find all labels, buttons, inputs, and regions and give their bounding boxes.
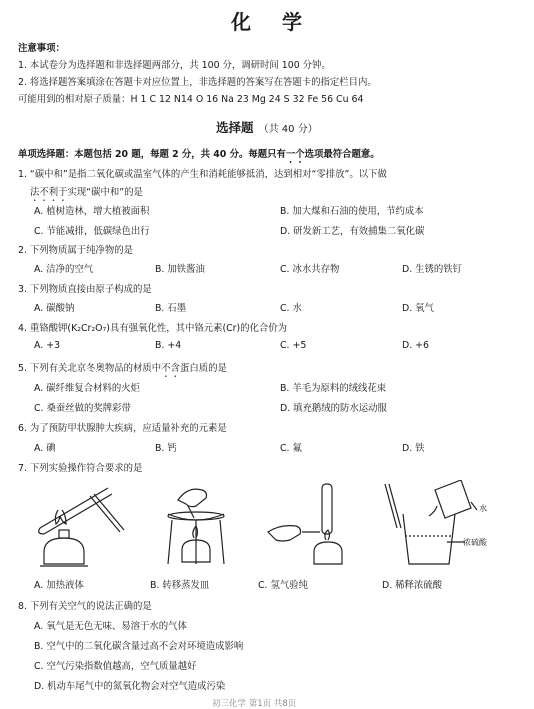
q7-option-b: B. 转移蒸发皿	[150, 580, 210, 591]
instruction-part-a: 单项选择题：本题包括 20 题，每题 2 分，共 40 分。每题只有	[18, 149, 286, 160]
q2-option-a: A. 洁净的空气	[34, 264, 94, 275]
q2-option-b: B. 加铁酱油	[155, 264, 205, 275]
q1-emphasis: 法不利于	[30, 187, 68, 198]
q4-option-a: A. +3	[34, 340, 61, 351]
q6-option-d: D. 铁	[402, 443, 425, 454]
q1-option-a: A. 植树造林，增大植被面积	[34, 206, 150, 217]
q3-option-d: D. 氧气	[402, 303, 434, 314]
q7-option-c: C. 氢气验纯	[258, 580, 309, 591]
q6-option-a: A. 碘	[34, 443, 56, 454]
q4-option-d: D. +6	[402, 340, 429, 351]
notice-heading: 注意事项：	[18, 43, 65, 54]
q1-option-b: B. 加大煤和石油的使用，节约成本	[280, 206, 424, 217]
instruction-emphasis: 一个	[285, 149, 305, 160]
notice-line-2: 2. 将选择题答案填涂在答题卡对应位置上，非选择题的答案写在答题卡的指定栏目内。	[18, 77, 377, 88]
q7-stem: 7. 下列实验操作符合要求的是	[18, 463, 143, 474]
q2-option-d: D. 生锈的铁钉	[402, 264, 463, 275]
figure-transfer-dish	[148, 480, 248, 572]
q5-option-a: A. 碳纤维复合材料的火炬	[34, 383, 140, 394]
section-score: （共 40 分）	[258, 124, 318, 135]
q5-option-d: D. 填充鹅绒的防水运动服	[280, 403, 387, 414]
q3-option-b: B. 石墨	[155, 303, 187, 314]
q8-option-a: A. 氧气是无色无味、易溶于水的气体	[34, 621, 187, 632]
q5-stem-a: 5. 下列有关北京冬奥物品的材质中	[18, 363, 162, 374]
q7-option-d: D. 稀释浓硫酸	[382, 580, 443, 591]
section-name: 选择题	[216, 120, 254, 135]
figure-dilute-acid	[375, 480, 495, 572]
figure-heating-liquid	[30, 480, 130, 572]
q6-option-c: C. 氟	[280, 443, 302, 454]
q3-option-c: C. 水	[280, 303, 302, 314]
instruction-part-b: 选项最符合题意。	[304, 149, 380, 160]
q6-stem: 6. 为了预防甲状腺肿大疾病，应适量补充的元素是	[18, 423, 227, 434]
q1-stem-line-2	[30, 184, 143, 204]
q1-stem-rest: 实现“碳中和”的是	[67, 187, 143, 198]
q8-option-c: C. 空气污染指数值越高，空气质量越好	[34, 661, 197, 672]
q2-stem: 2. 下列物质属于纯净物的是	[18, 245, 134, 256]
q7-option-a: A. 加热液体	[34, 580, 84, 591]
q4-stem: 4. 重铬酸钾(K₂Cr₂O₇)具有强氧化性，其中铬元素(Cr)的化合价为	[18, 323, 288, 334]
q2-option-c: C. 冰水共存物	[280, 264, 340, 275]
page-footer: 初三化学 第1页 共8页	[212, 699, 297, 709]
q5-option-c: C. 桑蚕丝做的奖牌彩带	[34, 403, 131, 414]
page-title: 化 学	[231, 10, 314, 34]
notice-line-1: 1. 本试卷分为选择题和非选择题两部分，共 100 分，调研时间 100 分钟。	[18, 60, 331, 71]
figure-hydrogen-test	[262, 480, 362, 572]
q5-emphasis: 不含	[161, 363, 180, 374]
q3-option-a: A. 碳酸钠	[34, 303, 75, 314]
label-water: 水	[479, 504, 487, 513]
q4-option-b: B. +4	[155, 340, 182, 351]
q4-option-c: C. +5	[280, 340, 307, 351]
q6-option-b: B. 钙	[155, 443, 177, 454]
q1-option-d: D. 研发新工艺，有效捕集二氧化碳	[280, 226, 425, 237]
q8-stem: 8. 下列有关空气的说法正确的是	[18, 601, 152, 612]
section-instruction	[18, 146, 380, 166]
q5-stem-b: 蛋白质的是	[179, 363, 227, 374]
q1-option-c: C. 节能减排，低碳绿色出行	[34, 226, 150, 237]
q5-option-b: B. 羊毛为原料的绒线花束	[280, 383, 387, 394]
q1-stem-line-1: 1. “碳中和”是指二氧化碳或温室气体的产生和消耗能够抵消，达到相对“零排放”。以下做	[18, 169, 387, 180]
section-header	[216, 117, 318, 136]
atomic-mass-line: 可能用到的相对原子质量：H 1 C 12 N14 O 16 Na 23 Mg 24 S 32 Fe 56 Cu 64	[18, 94, 364, 105]
q8-option-d: D. 机动车尾气中的氮氧化物会对空气造成污染	[34, 681, 226, 692]
q5-stem	[18, 360, 227, 380]
label-conc-acid: 浓硫酸	[463, 538, 487, 547]
q3-stem: 3. 下列物质直接由原子构成的是	[18, 284, 152, 295]
q8-option-b: B. 空气中的二氧化碳含量过高不会对环境造成影响	[34, 641, 244, 652]
